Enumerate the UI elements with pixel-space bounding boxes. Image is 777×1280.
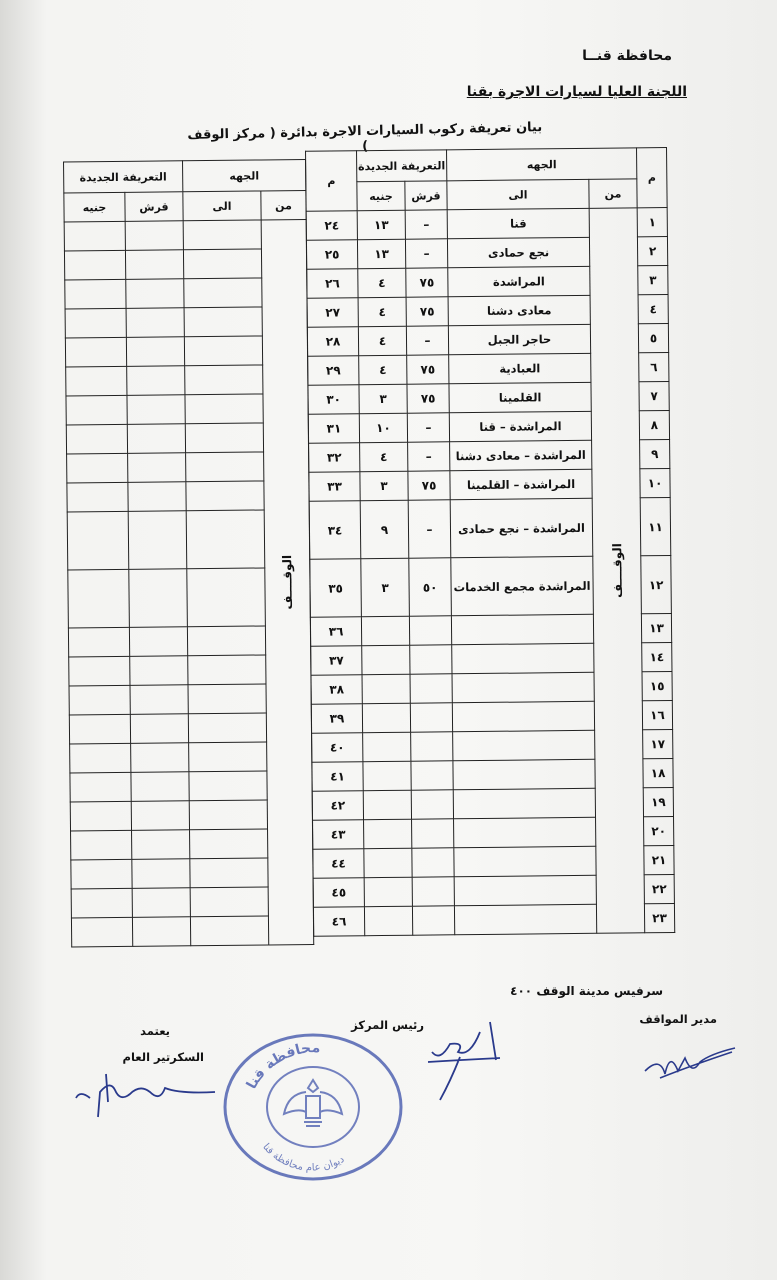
row-index-2: ٣٣ — [309, 472, 360, 502]
piaster-cell — [412, 819, 454, 848]
pound-cell — [363, 790, 411, 820]
pound-cell — [364, 848, 412, 878]
row-index-2: ٤٢ — [312, 791, 363, 821]
row-index-2: ٢٤ — [306, 211, 357, 241]
piaster-cell — [409, 616, 451, 645]
empty-cell — [190, 829, 268, 859]
empty-cell — [71, 859, 132, 889]
row-index: ٢٠ — [644, 816, 674, 845]
empty-cell — [184, 336, 262, 366]
destination-cell: المراشدة — [448, 266, 590, 296]
new-fare-header: التعريفة الجديدة — [357, 150, 447, 182]
empty-cell — [126, 279, 184, 309]
empty-cell — [188, 713, 266, 743]
row-index: ٤ — [638, 294, 668, 323]
row-index-2: ٣٧ — [311, 646, 362, 676]
pound-cell — [362, 703, 410, 733]
row-index-2: ٣٨ — [311, 675, 362, 705]
destination-cell — [452, 701, 594, 731]
table-row — [306, 208, 667, 241]
destination-cell — [452, 672, 594, 702]
fare-table-left — [63, 159, 314, 948]
pound-header: جنيه — [357, 181, 405, 211]
row-index-2: ٤٣ — [313, 820, 364, 850]
empty-cell — [70, 801, 131, 831]
piaster-cell — [411, 761, 453, 790]
piaster-cell: ٧٥ — [407, 384, 449, 413]
pound-cell: ٣ — [360, 471, 408, 501]
secretary-general-signature — [70, 1062, 220, 1122]
empty-cell — [66, 424, 127, 454]
piaster-cell: ٧٥ — [408, 471, 450, 500]
row-index: ٨ — [639, 410, 669, 439]
pound-cell: ٤ — [358, 268, 406, 298]
destination-cell: المراشدة – قنا — [449, 411, 591, 441]
destination-cell: المراشدة – معادى دشنا — [450, 440, 592, 470]
empty-cell — [190, 916, 268, 946]
destination-cell — [452, 643, 594, 673]
from-header: من — [589, 179, 637, 209]
piaster-cell — [412, 877, 454, 906]
empty-cell — [129, 627, 187, 657]
fare-table-right — [305, 147, 675, 937]
destination-cell: حاجر الجبل — [448, 324, 590, 354]
table-row — [64, 220, 306, 252]
pound-cell — [363, 732, 411, 762]
row-index-2: ٣١ — [308, 414, 359, 444]
empty-cell — [69, 656, 130, 686]
row-index-2: ٣٥ — [310, 559, 362, 618]
approved-label: يعتمد — [140, 1024, 170, 1038]
empty-cell — [127, 366, 185, 396]
left-origin-cell — [261, 220, 314, 945]
row-index-2: ٤٥ — [313, 878, 364, 908]
destination-cell — [454, 817, 596, 847]
empty-cell — [186, 481, 264, 511]
row-index: ٣ — [638, 265, 668, 294]
pound-cell: ٤ — [359, 355, 407, 385]
row-index: ١ — [637, 208, 667, 237]
governorate-heading: محافظة قنــا — [582, 48, 672, 64]
empty-cell — [125, 221, 183, 251]
stamp-bottom-text: ديوان عام محافظة قنا — [260, 1141, 347, 1174]
row-index: ٦ — [639, 352, 669, 381]
piaster-header: قرش — [405, 181, 447, 210]
empty-cell — [69, 685, 130, 715]
piaster-cell — [411, 790, 453, 819]
empty-cell — [183, 249, 261, 279]
piaster-cell: – — [408, 442, 450, 471]
piaster-cell — [410, 674, 452, 703]
destination-cell — [453, 788, 595, 818]
empty-cell — [126, 308, 184, 338]
destination-cell: القلمينا — [449, 382, 591, 412]
row-index: ١٩ — [643, 787, 673, 816]
empty-cell — [187, 568, 266, 627]
left-origin-label: الوقــــف — [280, 554, 295, 610]
destination-header: الجهه — [447, 148, 637, 181]
pound-cell: ٤ — [360, 442, 408, 472]
destination-cell: قنا — [447, 208, 589, 238]
row-index-2: ٣٢ — [309, 443, 360, 473]
empty-cell — [70, 743, 131, 773]
empty-cell — [68, 627, 129, 657]
empty-cell — [188, 684, 266, 714]
piaster-cell: – — [405, 210, 447, 239]
empty-cell — [65, 279, 126, 309]
row-index: ٢١ — [644, 845, 674, 874]
pound-cell: ٣ — [359, 384, 407, 414]
row-index: ١٨ — [643, 758, 673, 787]
destination-cell: المراشدة – القلمينا — [450, 469, 592, 499]
empty-cell — [183, 220, 261, 250]
destination-cell: المراشدة – نجع حمادى — [450, 498, 593, 557]
empty-cell — [189, 771, 267, 801]
empty-cell — [190, 858, 268, 888]
empty-cell — [67, 482, 128, 512]
empty-cell — [71, 888, 132, 918]
empty-cell — [65, 337, 126, 367]
pound-cell: ١٠ — [359, 413, 407, 443]
row-index: ١١ — [640, 497, 671, 555]
row-index: ١٧ — [643, 729, 673, 758]
row-index: ١٣ — [641, 613, 671, 642]
title-prefix: بيان تعريفة ركوب السيارات الاجرة بدائرة ( — [269, 119, 543, 142]
destination-cell: معادى دشنا — [448, 295, 590, 325]
empty-cell — [131, 801, 189, 831]
piaster-cell: ٧٥ — [407, 355, 449, 384]
piaster-cell: – — [406, 326, 448, 355]
destination-cell: نجع حمادى — [447, 237, 589, 267]
origin-label: الوقــــف — [609, 543, 625, 598]
empty-cell — [69, 714, 130, 744]
left-piaster-header: قرش — [125, 192, 183, 222]
empty-cell — [70, 772, 131, 802]
piaster-cell — [410, 645, 452, 674]
pound-cell — [364, 906, 412, 936]
empty-cell — [127, 395, 185, 425]
row-index: ٢ — [637, 237, 667, 266]
pound-cell — [362, 645, 410, 675]
parking-manager-signature — [640, 1036, 740, 1086]
center-head-label: رئيس المركز — [351, 1018, 424, 1032]
pound-cell — [363, 761, 411, 791]
row-index-2: ٢٦ — [307, 269, 358, 299]
center-head-signature — [420, 1012, 515, 1107]
empty-cell — [185, 394, 263, 424]
row-index: ١٥ — [642, 671, 672, 700]
left-destination-header: الجهه — [183, 160, 306, 192]
empty-cell — [64, 250, 125, 280]
destination-cell — [454, 904, 596, 934]
left-from-header: من — [261, 191, 306, 220]
piaster-cell: – — [407, 413, 449, 442]
empty-cell — [184, 307, 262, 337]
row-index-2: ٤١ — [312, 762, 363, 792]
empty-cell — [132, 830, 190, 860]
index-header: م — [637, 148, 668, 208]
empty-cell — [185, 423, 263, 453]
fare-rows — [306, 208, 675, 937]
row-index: ١٢ — [641, 555, 672, 613]
empty-cell — [71, 830, 132, 860]
row-index: ٢٣ — [644, 903, 674, 932]
row-index-2: ٤٦ — [313, 907, 364, 937]
row-index-2: ٢٧ — [307, 298, 358, 328]
pound-cell: ٤ — [358, 326, 406, 356]
stamp-top-text: محافظة قنا — [243, 1040, 321, 1092]
svg-text:محافظة قنا — [244, 1040, 321, 1092]
pound-cell: ٣ — [361, 558, 410, 616]
pound-cell: ١٣ — [357, 210, 405, 240]
destination-cell: العبادية — [449, 353, 591, 383]
eagle-emblem-icon — [284, 1080, 342, 1126]
service-note: سرفيس مدينة الوقف ٤٠٠ — [510, 984, 663, 998]
empty-cell — [64, 221, 125, 251]
index-header-2: م — [306, 151, 358, 212]
empty-cell — [131, 743, 189, 773]
empty-cell — [132, 859, 190, 889]
empty-cell — [131, 772, 189, 802]
left-pound-header: جنيه — [64, 192, 125, 222]
to-header: الى — [447, 179, 589, 209]
empty-cell — [125, 250, 183, 280]
empty-cell — [71, 917, 132, 947]
piaster-cell: – — [408, 500, 451, 558]
empty-cell — [68, 569, 130, 628]
official-stamp — [218, 1022, 408, 1192]
empty-cell — [67, 511, 129, 570]
empty-cell — [132, 917, 190, 947]
pound-cell: ٤ — [358, 297, 406, 327]
empty-cell — [190, 887, 268, 917]
empty-cell — [188, 655, 266, 685]
empty-cell — [65, 308, 126, 338]
empty-cell — [189, 800, 267, 830]
pound-cell — [362, 674, 410, 704]
row-index-2: ٣٩ — [311, 704, 362, 734]
row-index-2: ٤٠ — [312, 733, 363, 763]
empty-cell — [186, 452, 264, 482]
row-index: ٩ — [640, 439, 670, 468]
destination-cell — [453, 730, 595, 760]
pound-cell — [364, 877, 412, 907]
empty-cell — [186, 510, 265, 569]
parking-manager-label: مدير المواقف — [639, 1012, 717, 1026]
empty-cell — [127, 424, 185, 454]
empty-fare-rows — [64, 220, 314, 947]
empty-cell — [189, 742, 267, 772]
piaster-cell: ٥٠ — [409, 558, 452, 616]
destination-cell — [451, 614, 593, 644]
empty-cell — [130, 685, 188, 715]
destination-cell: المراشدة مجمع الخدمات — [451, 556, 594, 615]
destination-cell — [453, 759, 595, 789]
empty-cell — [126, 337, 184, 367]
committee-heading: اللجنة العليا لسيارات الاجرة بقنا — [466, 84, 687, 100]
piaster-cell — [410, 703, 452, 732]
pound-cell — [364, 819, 412, 849]
piaster-cell: ٧٥ — [406, 297, 448, 326]
secretary-general-label: السكرتير العام — [122, 1050, 204, 1064]
row-index-2: ٣٠ — [308, 385, 359, 415]
empty-cell — [66, 366, 127, 396]
empty-cell — [130, 714, 188, 744]
empty-cell — [185, 365, 263, 395]
empty-cell — [66, 395, 127, 425]
row-index: ٧ — [639, 381, 669, 410]
row-index: ١٠ — [640, 468, 670, 497]
empty-cell — [187, 626, 265, 656]
row-index-2: ٤٤ — [313, 849, 364, 879]
piaster-cell: ٧٥ — [406, 268, 448, 297]
piaster-cell: – — [405, 239, 447, 268]
left-to-header: الى — [183, 191, 261, 221]
pound-cell: ١٣ — [357, 239, 405, 269]
pound-cell — [361, 616, 409, 646]
row-index-2: ٢٥ — [306, 240, 357, 270]
row-index-2: ٣٤ — [309, 501, 361, 560]
row-index: ١٦ — [642, 700, 672, 729]
empty-cell — [132, 888, 190, 918]
origin-cell — [589, 208, 645, 933]
row-index: ١٤ — [642, 642, 672, 671]
empty-cell — [128, 482, 186, 512]
destination-cell — [454, 875, 596, 905]
destination-cell — [454, 846, 596, 876]
row-index: ٢٢ — [644, 874, 674, 903]
empty-cell — [184, 278, 262, 308]
piaster-cell — [411, 732, 453, 761]
row-index-2: ٢٨ — [307, 327, 358, 357]
piaster-cell — [412, 848, 454, 877]
empty-cell — [129, 569, 188, 628]
piaster-cell — [412, 906, 454, 935]
title-center: مركز الوقف — [187, 126, 266, 144]
title-suffix: ) — [362, 138, 369, 155]
row-index: ٥ — [638, 323, 668, 352]
row-index-2: ٣٦ — [310, 617, 361, 647]
left-new-fare-header: التعريفة الجديدة — [64, 161, 183, 193]
pound-cell: ٩ — [360, 500, 409, 558]
empty-cell — [67, 453, 128, 483]
empty-cell — [128, 453, 186, 483]
empty-cell — [130, 656, 188, 686]
row-index-2: ٢٩ — [308, 356, 359, 386]
empty-cell — [128, 511, 187, 570]
